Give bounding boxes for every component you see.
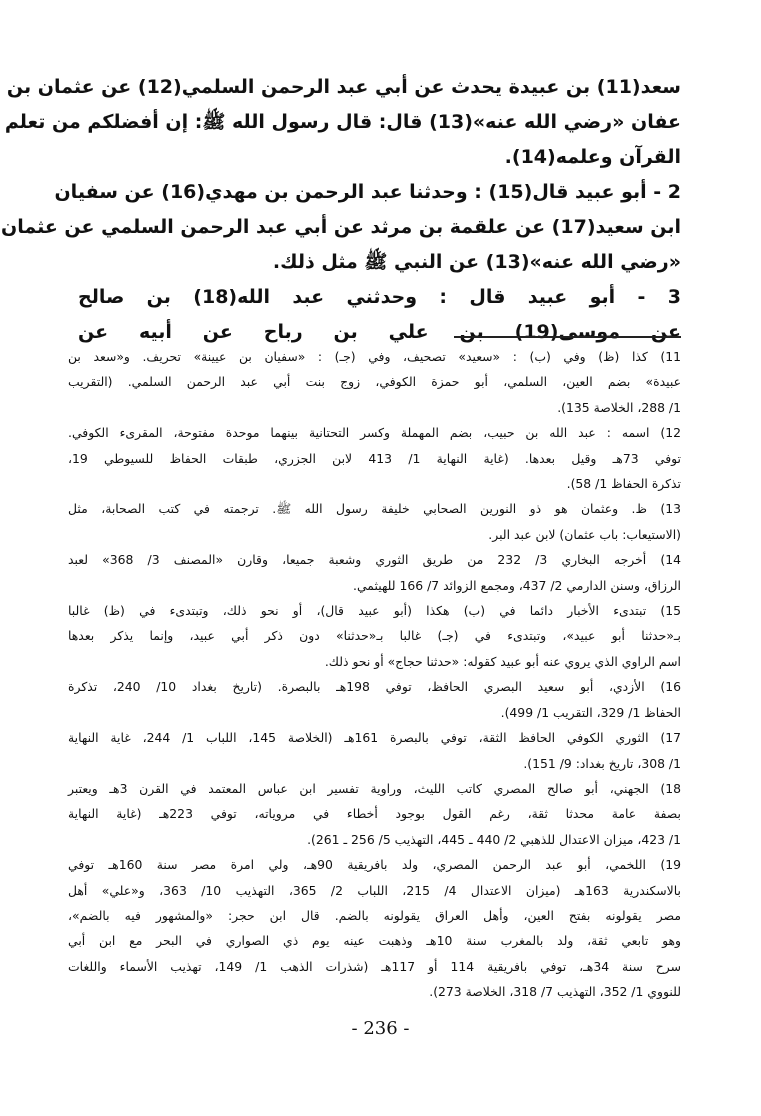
footnote-16	[68, 674, 681, 725]
footnotes	[68, 344, 681, 1005]
main-line: «رضي الله عنه»(13) عن النبي ﷺ مثل ذلك.	[272, 251, 681, 273]
main-line: ابن سعيد(17) عن علقمة بن مرثد عن أبي عبد الرحمن السلمي عن عثمان	[0, 216, 681, 238]
footnote-11	[68, 344, 681, 420]
main-text	[0, 70, 682, 350]
footnote-line: سرح سنة 34هـ، توفي بافريقية 114 أو 117هـ (شذرات الذهب 1/ 149، تهذيب الأسماء واللغات	[68, 958, 681, 974]
footnote-line: عبيدة» بضم العين، السلمي، أبو حمزة الكوفي، زوج بنت أبي عبد الرحمن السلمي. (التقريب	[68, 374, 681, 390]
footnote-line: 11) كذا (ظ) وفي (ب) : «سعيد» تصحيف، وفي (جـ) : «سفيان بن عيينة» تحريف. و«سعد بن	[68, 349, 681, 364]
main-line: 2 - أبو عبيد قال(15) : وحدثنا عبد الرحمن بن مهدي(16) عن سفيان	[54, 181, 681, 203]
footnote-line: بـ«حدثنا أبو عبيد»، وتبتدىء في (جـ) غالبا بـ«حدثنا» دون ذكر أبي عبيد، وإنما يذكر بعدها	[68, 628, 681, 644]
footnote-line: الرزاق، وسنن الدارمي 2/ 437، ومجمع الزوائد 7/ 166 للهيثمي.	[353, 577, 681, 593]
footnote-line: 1/ 288، الخلاصة 135).	[557, 399, 681, 415]
footnote-line: مصر يقولونه بفتح العين، وأهل العراق يقولونه بالضم. قال ابن حجر: «والمشهور فيه بالضم»،	[68, 907, 681, 923]
footnote-line: 17) الثوري الكوفي الحافظ الثقة، توفي بالبصرة 161هـ (الخلاصة 145، اللباب 1/ 244، غاية النهاية	[68, 730, 681, 746]
main-line: 3 - أبو عبيد قال : وحدثني عبد الله(18) بن صالح	[78, 286, 682, 308]
footnote-line: 18) الجهني، أبو صالح المصري كاتب الليث، وراوية تفسير ابن عباس المعتمد في القرن 3هـ ويعتبر	[68, 780, 681, 796]
main-line: عفان «رضي الله عنه»(13) قال: قال رسول الله ﷺ: إن أفضلكم من تعلم	[4, 111, 681, 133]
footnote-18	[68, 776, 681, 852]
footnote-line: 15) تبتدىء الأخبار دائما في (ب) هكذا (أبو عبيد قال)، أو نحو ذلك، وتبتدىء في (ظ) غالبا	[68, 603, 681, 619]
footnote-line: 12) اسمه : عبد الله بن حبيب، بضم المهملة وكسر التحتانية بينهما موحدة مفتوحة، المقرىء الكوفي.	[68, 425, 681, 441]
footnote-17	[68, 725, 681, 776]
footnote-line: الحفاظ 1/ 329، التقريب 1/ 499).	[500, 704, 681, 720]
footnote-line: بصفة عامة محدثا ثقة، رغم القول بوجود أخطاء في مروياته، توفي 223هـ (غاية النهاية	[68, 806, 681, 822]
footnote-line: توفي 73هـ وقيل بعدها. (غاية النهاية 1/ 413 لابن الجزري، طبقات الحفاظ للسيوطي 19،	[68, 450, 681, 466]
footnote-14	[68, 547, 681, 598]
footnote-line: 19) اللخمي، أبو عبد الرحمن المصري، ولد بافريقية 90هـ، ولي امرة مصر سنة 160هـ توفي	[68, 857, 681, 873]
footnote-12	[68, 420, 681, 496]
footnote-line: تذكرة الحفاظ 1/ 58).	[566, 476, 681, 492]
footnote-line: 14) أخرجه البخاري 3/ 232 من طريق الثوري وشعبة جميعا، وقارن «المصنف 3/ 368» لعبد	[68, 552, 681, 568]
footnote-line: 13) ظ. وعثمان هو ذو النورين الصحابي خليفة رسول الله ﷺ. ترجمته في كتب الصحابة، مثل	[68, 501, 681, 517]
footnote-line: (الاستيعاب: باب عثمان) لابن عبد البر.	[488, 526, 681, 542]
main-line: القرآن وعلمه(14).	[504, 146, 681, 168]
page-number: - 236 -	[351, 1018, 410, 1039]
footnote-line: للنووي 1/ 352، التهذيب 7/ 318، الخلاصة 273).	[429, 984, 681, 1000]
main-line: عن موسى(19) بن علي بن رباح عن أبيه عن	[78, 321, 681, 343]
footnote-line: وهو تابعي ثقة، ولد بالمغرب سنة 10هـ وذهبت عينه يوم ذي الصواري في البحر مع ابن أبي	[68, 933, 682, 949]
footnote-line: 1/ 423، ميزان الاعتدال للذهبي 2/ 440 ـ 445، التهذيب 5/ 256 ـ 261).	[307, 831, 681, 847]
footnote-line: اسم الراوي الذي يروي عنه أبو عبيد كقوله: «حدثنا حجاج» أو نحو ذلك.	[324, 653, 681, 669]
footnote-19	[68, 852, 681, 1004]
footnote-separator	[454, 336, 681, 338]
footnote-line: 1/ 308، تاريخ بغداد: 9/ 151).	[523, 755, 681, 771]
footnote-13	[68, 496, 681, 547]
main-line: سعد(11) بن عبيدة يحدث عن أبي عبد الرحمن السلمي(12) عن عثمان بن	[6, 76, 681, 98]
footnote-15	[68, 598, 681, 674]
footnote-line: 16) الأزدي، أبو سعيد البصري الحافظ، توفي 198هـ بالبصرة. (تاريخ بغداد 10/ 240، تذكرة	[68, 679, 681, 695]
footnote-line: بالاسكندرية 163هـ (ميزان الاعتدال 4/ 215، اللباب 2/ 365، التهذيب 10/ 363، و«علي» أهل	[68, 882, 681, 898]
